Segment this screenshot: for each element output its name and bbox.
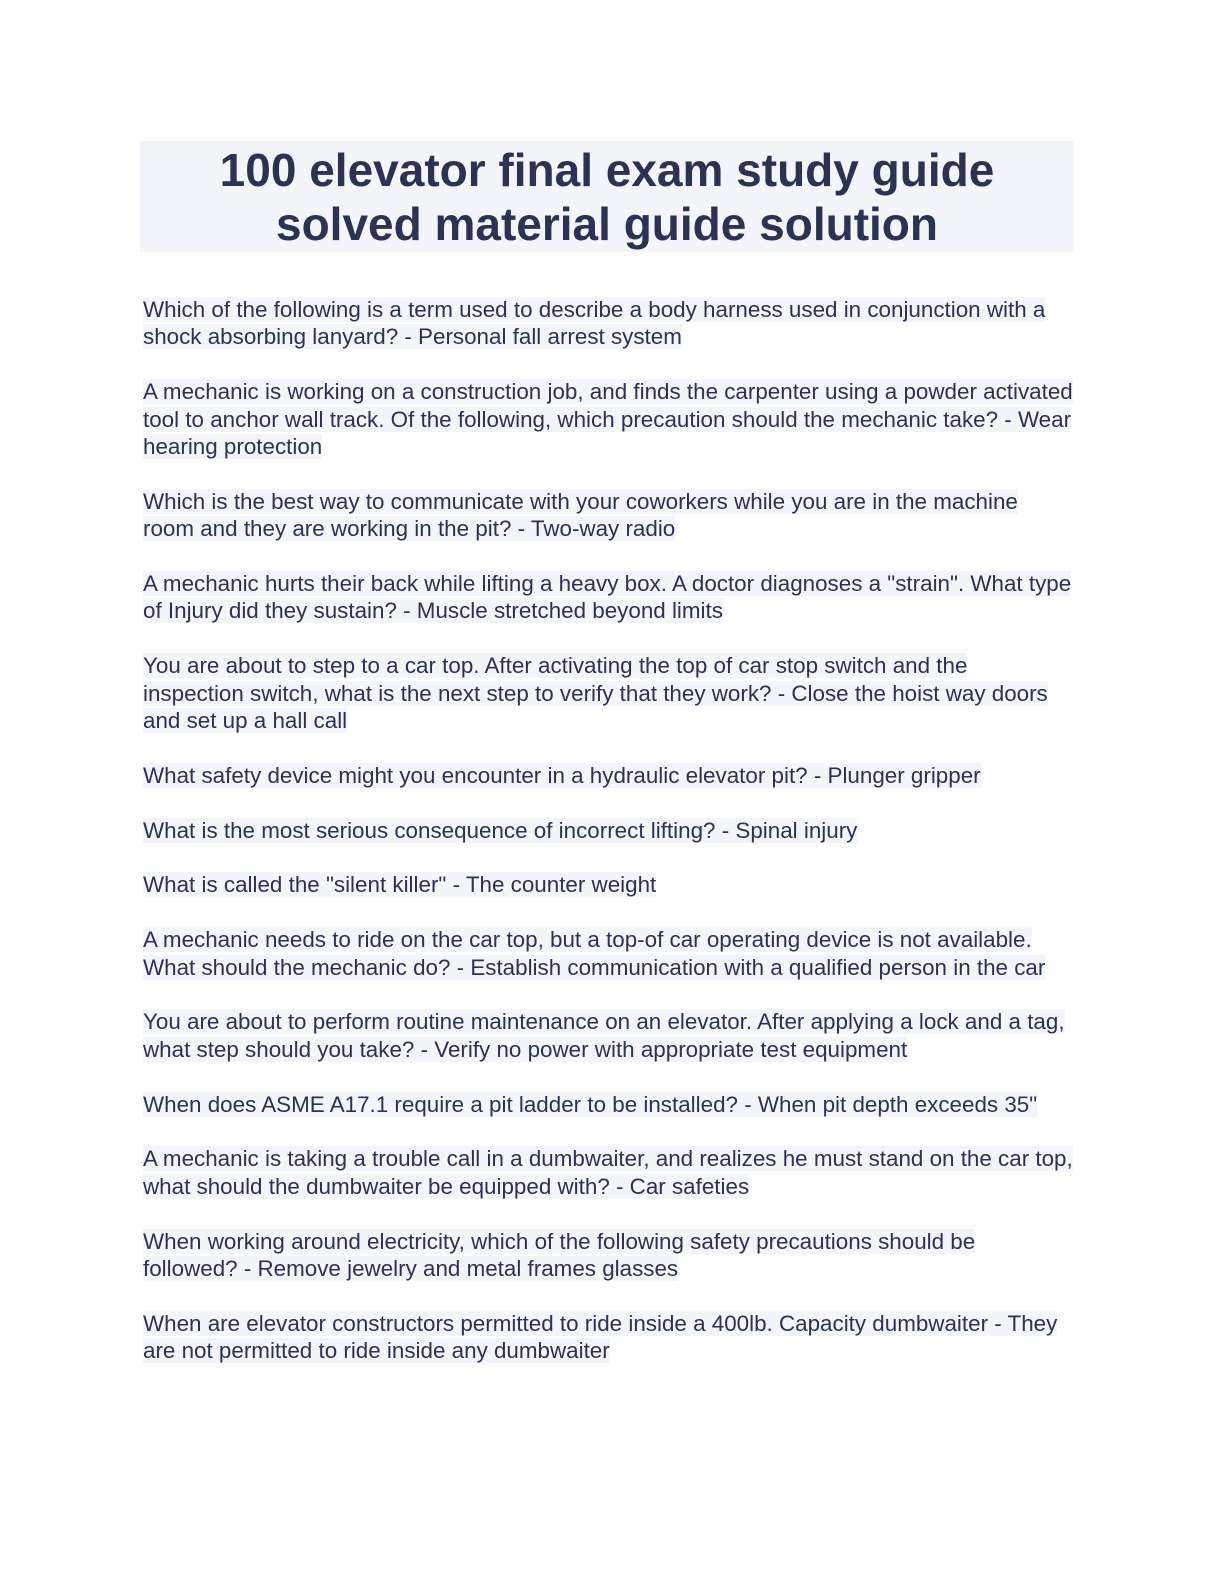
qa-item-3 <box>143 488 1073 543</box>
page-title-line-1: 100 elevator final exam study guide <box>219 144 995 196</box>
qa-item-8 <box>143 871 1073 898</box>
qa-text: A mechanic is working on a construction job, and finds the carpenter using a powder activated tool to anchor wall track. Of the following, which precaution should the mechanic take? - Wear hearing protection <box>143 379 1073 460</box>
question-answer-list <box>143 296 1073 1392</box>
qa-text: A mechanic hurts their back while lifting a heavy box. A doctor diagnoses a "strain". What type of Injury did they sustain? - Muscle stretched beyond limits <box>143 571 1072 624</box>
qa-item-10 <box>143 1008 1073 1063</box>
qa-text: A mechanic needs to ride on the car top, but a top-of car operating device is not available. What should the mechanic do? - Establish communication with a qualified person in the car <box>143 927 1046 980</box>
qa-text: What is called the "silent killer" - The counter weight <box>143 872 657 898</box>
qa-item-4 <box>143 570 1073 625</box>
qa-item-13 <box>143 1228 1073 1283</box>
qa-text: You are about to perform routine maintenance on an elevator. After applying a lock and a tag, what step should you take? - Verify no power with appropriate test equipment <box>143 1009 1065 1062</box>
qa-text: A mechanic is taking a trouble call in a dumbwaiter, and realizes he must stand on the car top, what should the dumbwaiter be equipped with? - Car safeties <box>143 1146 1073 1199</box>
qa-text: When working around electricity, which of the following safety precautions should be followed? - Remove jewelry and metal frames glasses <box>143 1228 976 1282</box>
qa-item-6 <box>143 762 1073 789</box>
qa-item-7 <box>143 817 1073 844</box>
qa-text: Which of the following is a term used to describe a body harness used in conjunction with a shock absorbing lanyard? - Personal fall arrest system <box>143 297 1046 350</box>
qa-text: You are about to step to a car top. After activating the top of car stop switch and the inspection switch, what is the next step to verify that they work? - Close the hoist way doors and set up a hall call <box>143 653 1048 734</box>
qa-item-11 <box>143 1091 1073 1118</box>
qa-item-5 <box>143 652 1073 734</box>
qa-text: Which is the best way to communicate with your coworkers while you are in the machine room and they are working in the pit? - Two-way radio <box>143 488 1018 542</box>
qa-text: What safety device might you encounter in a hydraulic elevator pit? - Plunger gripper <box>143 762 981 788</box>
qa-text: What is the most serious consequence of incorrect lifting? - Spinal injury <box>143 817 858 843</box>
qa-item-14 <box>143 1310 1073 1365</box>
qa-text: When are elevator constructors permitted to ride inside a 400lb. Capacity dumbwaiter - They are not permitted to ride inside any dumbwaiter <box>143 1310 1058 1364</box>
qa-item-1 <box>143 296 1073 351</box>
qa-item-12 <box>143 1145 1073 1200</box>
page-title <box>140 141 1074 252</box>
page-title-line-2: solved material guide solution <box>275 198 938 250</box>
qa-item-2 <box>143 378 1073 460</box>
qa-text: When does ASME A17.1 require a pit ladder to be installed? - When pit depth exceeds 35" <box>143 1091 1038 1117</box>
qa-item-9 <box>143 926 1073 981</box>
